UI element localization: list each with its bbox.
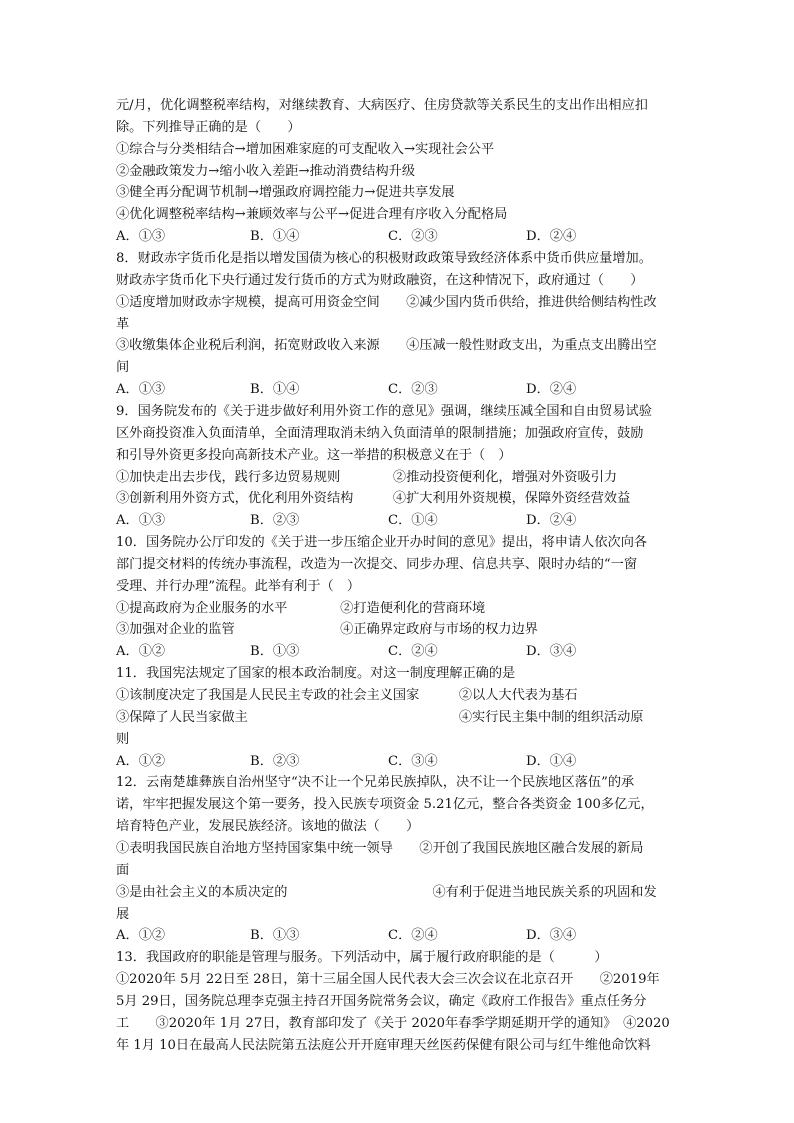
q9-line: ①加快走出去步伐，践行多边贸易规则 ②推动投资便利化，增强对外资吸引力 [116, 469, 618, 485]
q9-line: 区外商投资准入负面清单，全面清理取消未纳入负面清单的限制措施；加强政府宣传，鼓励 [116, 425, 644, 441]
q12-option-a: A．①② [116, 928, 166, 944]
q7-line: 除。下列推导正确的是（ ） [116, 119, 301, 135]
q11-option-b: B．②③ [250, 753, 300, 769]
q7-line: ③健全再分配调节机制→增强政府调控能力→促进共享发展 [116, 185, 455, 201]
q9-line: 和引导外资更多投向高新技术产业。这一举措的积极意义在于（ ） [116, 447, 512, 463]
q11-line: 11．我国宪法规定了国家的根本政治制度。对这一制度理解正确的是 [116, 666, 516, 682]
q12-option-d: D．③④ [526, 928, 577, 944]
q8-line: 间 [116, 360, 130, 376]
q9-line: ③创新利用外资方式，优化利用外资结构 ④扩大利用外资规模，保障外资经营效益 [116, 491, 631, 507]
q12-line: ③是由社会主义的本质决定的 ④有利于促进当地民族关系的巩固和发 [116, 884, 657, 900]
q12-line: 12．云南楚雄彝族自治州坚守“决不让一个兄弟民族掉队，决不让一个民族地区落伍”的承 [116, 775, 635, 791]
q10-line: 10．国务院办公厅印发的《关于进一步压缩企业开办时间的意见》提出，将申请人依次向各 [116, 535, 648, 550]
q7-line: 元/月，优化调整税率结构，对继续教育、大病医疗、住房贷款等关系民生的支出作出相应扣 [116, 98, 648, 113]
q7-option-c: C．②③ [388, 229, 438, 245]
q13-line: ①2020年 5月 22日至 28日，第十三届全国人民代表大会三次会议在北京召开 ②2019年 [116, 972, 660, 987]
q11-option-c: C．③④ [388, 753, 438, 769]
q11-line: 则 [116, 731, 130, 747]
q10-line: 部门提交材料的传统办事流程，改造为一次提交、同步办理、信息共享、限时办结的“一窗 [116, 556, 638, 572]
q7-line: ①综合与分类相结合→增加困难家庭的可支配收入→实现社会公平 [116, 141, 495, 157]
q8-option-c: C．②③ [388, 382, 438, 398]
q12-line: 培育特色产业，发展民族经济。该地的做法（ ） [116, 819, 420, 835]
q13-line: 年 1月 10日在最高人民法院第五法庭公开开庭审理天丝医药保健有限公司与红牛维他命饮料 [116, 1037, 651, 1053]
q8-line: ①适度增加财政赤字规模，提高可用资金空间 ②减少国内货币供给，推进供给侧结构性改 [116, 294, 657, 310]
q8-line: 财政赤字货币化下央行通过发行货币的方式为财政融资，在这种情况下，政府通过（ ） [116, 272, 644, 288]
q12-option-b: B．①③ [250, 928, 300, 944]
q7-option-a: A．①③ [116, 229, 166, 245]
q8-option-d: D．②④ [526, 382, 577, 398]
q9-line: 9．国务院发布的《关于进步做好利用外资工作的意见》强调，继续压减全国和自由贸易试验 [116, 403, 652, 419]
q13-line: 13．我国政府的职能是管理与服务。下列活动中，属于履行政府职能的是（ ） [116, 950, 608, 966]
q9-option-d: D．②④ [526, 513, 577, 529]
q7-line: ④优化调整税率结构→兼顾效率与公平→促进合理有序收入分配格局 [116, 207, 508, 223]
q11-option-d: D．①④ [526, 753, 577, 769]
q11-line: ①该制度决定了我国是人民民主专政的社会主义国家 ②以人大代表为基石 [116, 688, 578, 703]
q10-line: ③加强对企业的监管 ④正确界定政府与市场的权力边界 [116, 622, 538, 638]
q10-option-c: C．②④ [388, 644, 438, 660]
q13-line: 5月 29日，国务院总理李克强主持召开国务院常务会议，确定《政府工作报告》重点任务分 [116, 993, 647, 1009]
q12-line: 面 [116, 862, 130, 878]
q7-option-b: B．①④ [250, 229, 300, 245]
q12-line: 展 [116, 906, 130, 922]
q11-option-a: A．①② [116, 753, 166, 769]
q13-line: 工 ③2020年 1月 27日，教育部印发了《关于 2020年春季学期延期开学的通知》 ④2020 [116, 1015, 670, 1031]
q8-line: 革 [116, 316, 130, 332]
q10-line: ①提高政府为企业服务的水平 ②打造便利化的营商环境 [116, 600, 486, 616]
q12-line: ①表明我国民族自治地方坚持国家集中统一领导 ②开创了我国民族地区融合发展的新局 [116, 840, 644, 856]
q10-option-b: B．①③ [250, 644, 300, 660]
q8-line: ③收缴集体企业税后利润，拓宽财政收入来源 ④压减一般性财政支出，为重点支出腾出空 [116, 338, 657, 354]
q10-option-a: A．①② [116, 644, 166, 660]
q11-line: ③保障了人民当家做主 ④实行民主集中制的组织活动原 [116, 709, 644, 725]
q9-option-b: B．②③ [250, 513, 300, 529]
q8-option-b: B．①④ [250, 382, 300, 398]
q8-option-a: A．①③ [116, 382, 166, 398]
q8-line: 8．财政赤字货币化是指以增发国债为核心的积极财政政策导致经济体系中货币供应量增加。 [116, 250, 652, 266]
q7-option-d: D．②④ [526, 229, 577, 245]
q12-line: 诺，牢牢把握发展这个第一要务，投入民族专项资金 5.21亿元，整合各类资金 100多亿元， [116, 797, 654, 813]
q9-option-c: C．①④ [388, 513, 438, 529]
q9-option-a: A．①③ [116, 513, 166, 529]
q10-line: 受理、并行办理”流程。此举有利于（ ） [116, 578, 361, 594]
q12-option-c: C．②④ [388, 928, 438, 944]
q10-option-d: D．③④ [526, 644, 577, 660]
q7-line: ②金融政策发力→缩小收入差距→推动消费结构升级 [116, 163, 416, 179]
